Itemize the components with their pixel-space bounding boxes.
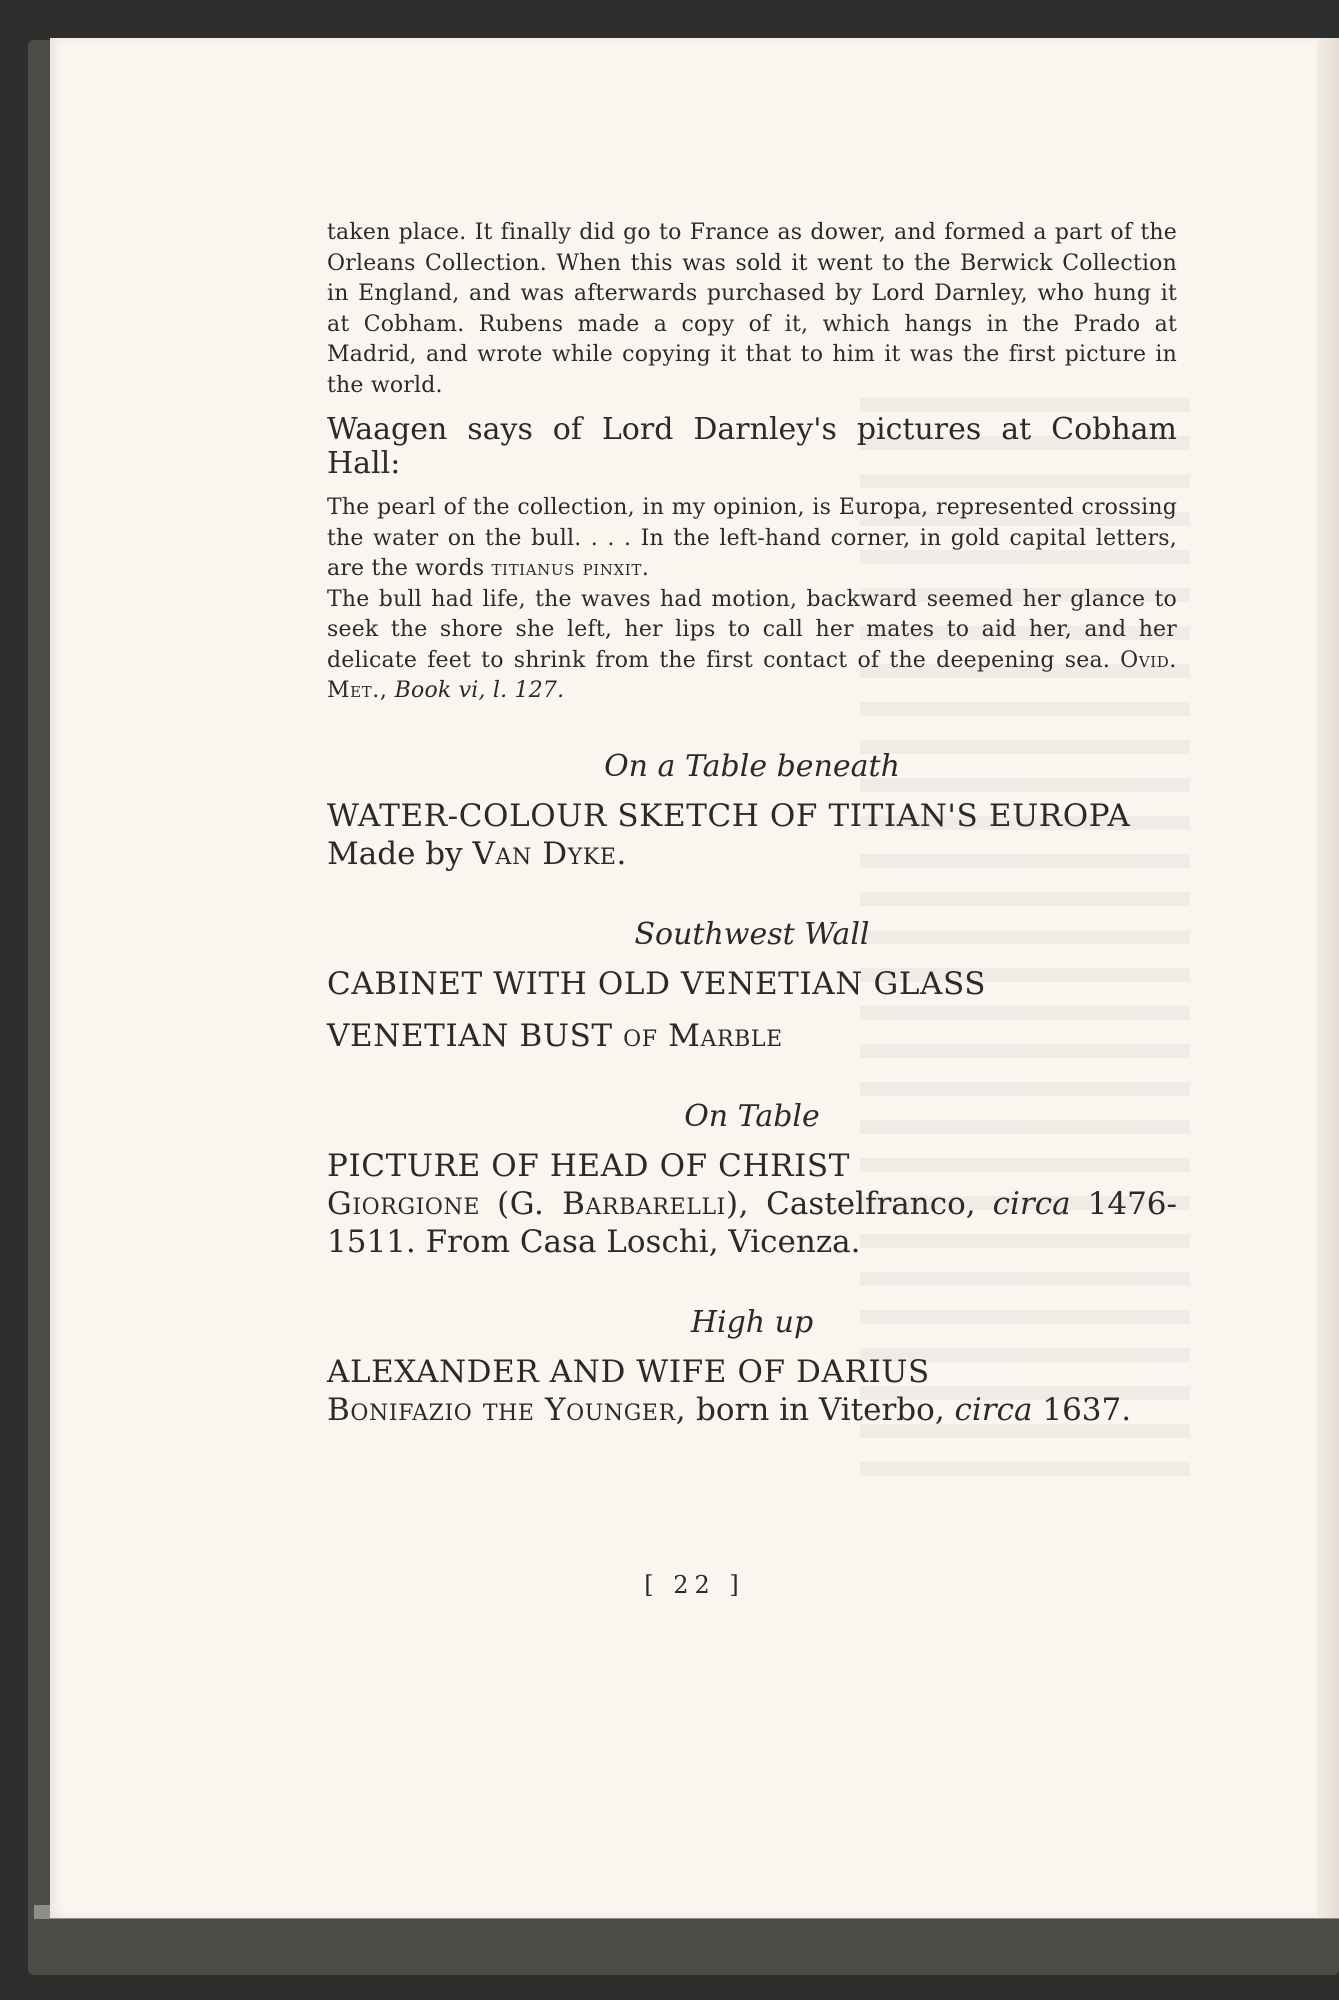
detail-dates: 1476-1511. From Casa Loschi, Vicenza. <box>327 1185 1177 1260</box>
entry-attr-christ <box>327 1185 1177 1261</box>
quote-waagen <box>327 493 1177 585</box>
detail-place: Castelfranco, <box>766 1185 976 1222</box>
ovid-ref: Book vi, l. 127. <box>394 678 565 703</box>
attr-prefix: Made by <box>327 835 463 872</box>
heading-table-beneath: On a Table beneath <box>604 748 900 784</box>
entry-title-cabinet: CABINET WITH OLD VENETIAN GLASS <box>327 965 987 1002</box>
artist-full: (G. Barbarelli), <box>497 1185 750 1222</box>
page-content <box>327 218 1177 1429</box>
paragraph-provenance: taken place. It finally did go to France as dower, and formed a part of the Orleans Collection. When this was sold it went to the Berwick Collection in England, and was afterwards purchased by Lord Darnley, who hung it at Cobham. Rubens made a copy of it, which hangs in the Prado at Madrid, and wrote while copying it that to him it was the first picture in the world. <box>327 220 1177 398</box>
heading-on-table: On Table <box>684 1098 820 1134</box>
page-number: [ 22 ] <box>644 1571 745 1599</box>
quote-text: The pearl of the collection, in my opinion, is Europa, represented crossing the water on the bull. . . . In the left-hand corner, in gold capital letters, are the words <box>327 495 1177 581</box>
page-fold <box>1317 38 1339 1918</box>
heading-high-up: High up <box>690 1304 814 1340</box>
bust-suffix: of Marble <box>623 1017 783 1054</box>
detail-circa: circa <box>992 1185 1071 1222</box>
book-page <box>50 38 1339 1918</box>
heading-southwest-wall: Southwest Wall <box>634 916 870 952</box>
entry-title-christ: PICTURE OF HEAD OF CHRIST <box>327 1147 851 1184</box>
entry-attr-watercolour <box>327 835 1177 873</box>
detail-circa-2: circa <box>954 1391 1033 1428</box>
entry-title-watercolour: WATER-COLOUR SKETCH OF TITIAN'S EUROPA <box>327 797 1131 834</box>
artist-name: Giorgione <box>327 1185 481 1222</box>
detail-born: born in Viterbo, <box>696 1391 945 1428</box>
detail-year: 1637. <box>1042 1391 1132 1428</box>
ovid-source: Ovid. Met., <box>327 647 1177 703</box>
quote-ovid <box>327 585 1177 707</box>
artist-bonifazio: Bonifazio the Younger, <box>327 1391 687 1428</box>
bust-title: VENETIAN BUST <box>327 1017 613 1054</box>
entry-title-alexander: ALEXANDER AND WIFE OF DARIUS <box>327 1353 930 1390</box>
entry-attr-alexander <box>327 1391 1177 1429</box>
entry-title-bust <box>327 1017 1177 1055</box>
attr-name: Van Dyke. <box>472 835 627 872</box>
ovid-text: The bull had life, the waves had motion, backward seemed her glance to seek the shore she left, her lips to call her mates to aid her, and her delicate feet to shrink from the first contact of the deepening sea. <box>327 586 1177 673</box>
paragraph-waagen: Waagen says of Lord Darnley's pictures at Cobham Hall: <box>327 412 1177 481</box>
quote-inscription: titianus pinxit. <box>491 556 650 581</box>
